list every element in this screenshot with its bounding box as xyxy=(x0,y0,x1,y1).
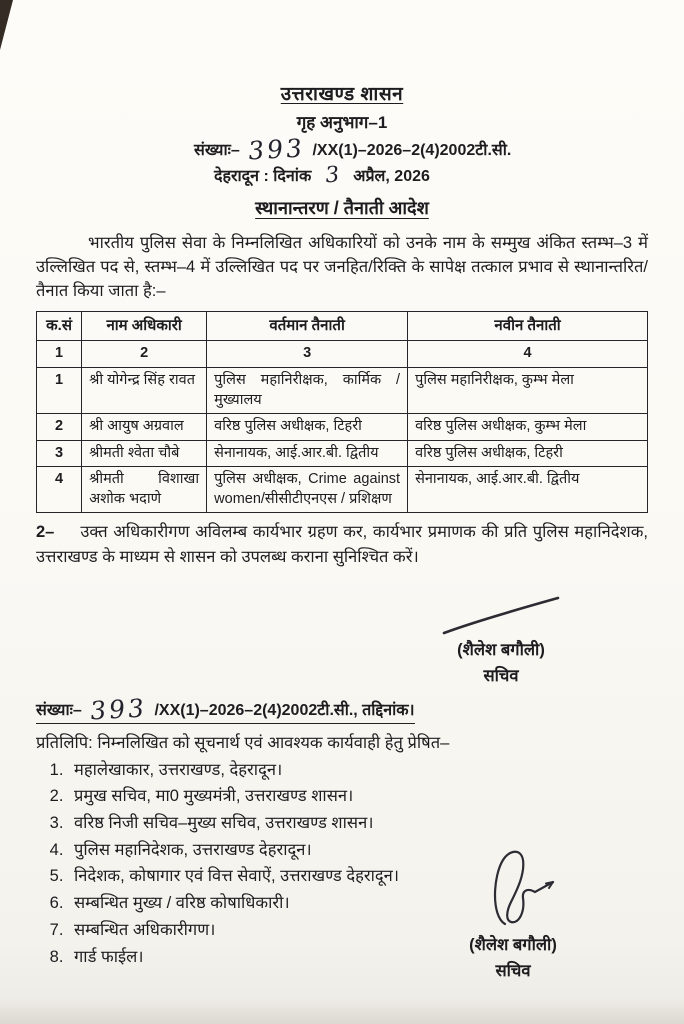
date-rest: अप्रैल, 2026 xyxy=(353,168,430,185)
cell-serial: 4 xyxy=(37,467,82,513)
col-number: 1 xyxy=(37,341,82,368)
header-current-posting: वर्तमान तैनाती xyxy=(207,312,408,341)
paragraph-text: उक्त अधिकारीगण अविलम्ब कार्यभार ग्रहण कर, कार्यभार प्रमाणक की प्रति पुलिस महानिदेशक, उत्तराखण्ड के माध्यम से शासन को उपलब्ध कराना सुनिश्चित करें। xyxy=(36,523,648,566)
handwritten-ref-number: 393 xyxy=(246,133,306,166)
copy-list-item: 4. पुलिस महानिदेशक, उत्तराखण्ड देहरादून। xyxy=(68,837,648,864)
copy-ref-suffix: /XX(1)–2026–2(4)2002टी.सी., तद्दिनांक। xyxy=(154,701,415,719)
scan-corner-artifact xyxy=(0,0,13,50)
col-number: 3 xyxy=(207,341,408,368)
cell-new-posting: वरिष्ठ पुलिस अधीक्षक, टिहरी xyxy=(408,440,648,467)
instruction-paragraph xyxy=(36,520,648,568)
column-number-row xyxy=(37,341,648,368)
copy-list-item: 7. सम्बन्धित अधिकारीगण। xyxy=(68,917,648,944)
signatory-name: (शैलेश बगौली) xyxy=(457,640,545,659)
department-line: गृह अनुभाग–1 xyxy=(296,113,388,132)
cell-new-posting: पुलिस महानिरीक्षक, कुम्भ मेला xyxy=(408,368,648,414)
copy-heading: प्रतिलिपि: निम्नलिखित को सूचनार्थ एवं आवश्यक कार्यवाही हेतु प्रेषित– xyxy=(36,733,450,752)
copy-list-item: 1. महालेखाकार, उत्तराखण्ड, देहरादून। xyxy=(68,757,648,784)
signature-block-2 xyxy=(418,846,608,981)
copy-reference-line xyxy=(36,693,415,726)
col-number: 4 xyxy=(408,341,648,368)
paragraph-number: 2– xyxy=(36,523,55,542)
table-row xyxy=(37,414,648,441)
place-date-prefix: देहरादून : दिनांक xyxy=(214,168,312,185)
signature-stroke xyxy=(426,595,576,637)
table-row xyxy=(37,368,648,414)
cell-new-posting: वरिष्ठ पुलिस अधीक्षक, कुम्भ मेला xyxy=(408,414,648,441)
cell-current-posting: पुलिस महानिरीक्षक, कार्मिक / मुख्यालय xyxy=(207,368,408,414)
place-date-line xyxy=(214,162,648,189)
cell-serial: 2 xyxy=(37,414,82,441)
handwritten-date-day: 3 xyxy=(324,162,341,189)
cell-officer-name: श्रीमती श्वेता चौबे xyxy=(82,440,207,467)
signatory-designation: सचिव xyxy=(495,962,531,980)
cell-current-posting: सेनानायक, आई.आर.बी. द्वितीय xyxy=(207,440,408,467)
header-serial: क.सं xyxy=(37,312,82,341)
signature-scribble xyxy=(453,846,573,932)
header-officer-name: नाम अधिकारी xyxy=(82,312,207,341)
handwritten-copy-ref-number: 393 xyxy=(88,693,148,726)
table-row xyxy=(37,467,648,513)
government-title: उत्तराखण्ड शासन xyxy=(280,84,404,105)
copy-list-item: 6. सम्बन्धित मुख्य / वरिष्ठ कोषाधिकारी। xyxy=(68,890,648,917)
signature-block-1 xyxy=(406,595,596,686)
cell-serial: 3 xyxy=(37,440,82,467)
copy-list-item: 5. निदेशक, कोषागार एवं वित्त सेवाऐं, उत्तराखण्ड देहरादून। xyxy=(68,863,648,890)
cell-new-posting: सेनानायक, आई.आर.बी. द्वितीय xyxy=(408,467,648,513)
signatory-designation: सचिव xyxy=(483,666,519,685)
header-new-posting: नवीन तैनाती xyxy=(408,312,648,341)
copy-list-item: 2. प्रमुख सचिव, मा0 मुख्यमंत्री, उत्तराखण्ड शासन। xyxy=(68,783,648,810)
document-title: स्थानान्तरण / तैनाती आदेश xyxy=(255,198,429,218)
cell-serial: 1 xyxy=(37,368,82,414)
cell-officer-name: श्रीमती विशाखा अशोक भदाणे xyxy=(82,467,207,513)
copy-ref-prefix: संख्याः– xyxy=(36,701,82,719)
signatory-name: (शैलेश बगौली) xyxy=(469,936,557,954)
cell-officer-name: श्री योगेन्द्र सिंह रावत xyxy=(82,368,207,414)
scan-bottom-shading xyxy=(0,998,684,1024)
copy-list-item: 8. गार्ड फाईल। xyxy=(68,944,648,971)
ref-prefix: संख्याः– xyxy=(194,142,240,159)
col-number: 2 xyxy=(82,341,207,368)
ref-suffix: /XX(1)–2026–2(4)2002टी.सी. xyxy=(312,142,512,159)
table-row xyxy=(37,440,648,467)
copy-list-item: 3. वरिष्ठ निजी सचिव–मुख्य सचिव, उत्तराखण्ड शासन। xyxy=(68,810,648,837)
table-header-row xyxy=(37,312,648,341)
opening-paragraph: भारतीय पुलिस सेवा के निम्नलिखित अधिकारियों को उनके नाम के सम्मुख अंकित स्तम्भ–3 में उल्लिखित पद से, स्तम्भ–4 में उल्लिखित पद पर जनहित/रिक्ति के सापेक्ष तत्काल प्रभाव से स्थानान्तरित/तैनात किया जाता है:– xyxy=(36,234,648,301)
cell-officer-name: श्री आयुष अग्रवाल xyxy=(82,414,207,441)
reference-number-line xyxy=(194,133,648,166)
cell-current-posting: पुलिस अधीक्षक, Crime against women/सीसीटीएनएस / प्रशिक्षण xyxy=(207,467,408,513)
transfer-order-table xyxy=(36,311,648,513)
cell-current-posting: वरिष्ठ पुलिस अधीक्षक, टिहरी xyxy=(207,414,408,441)
